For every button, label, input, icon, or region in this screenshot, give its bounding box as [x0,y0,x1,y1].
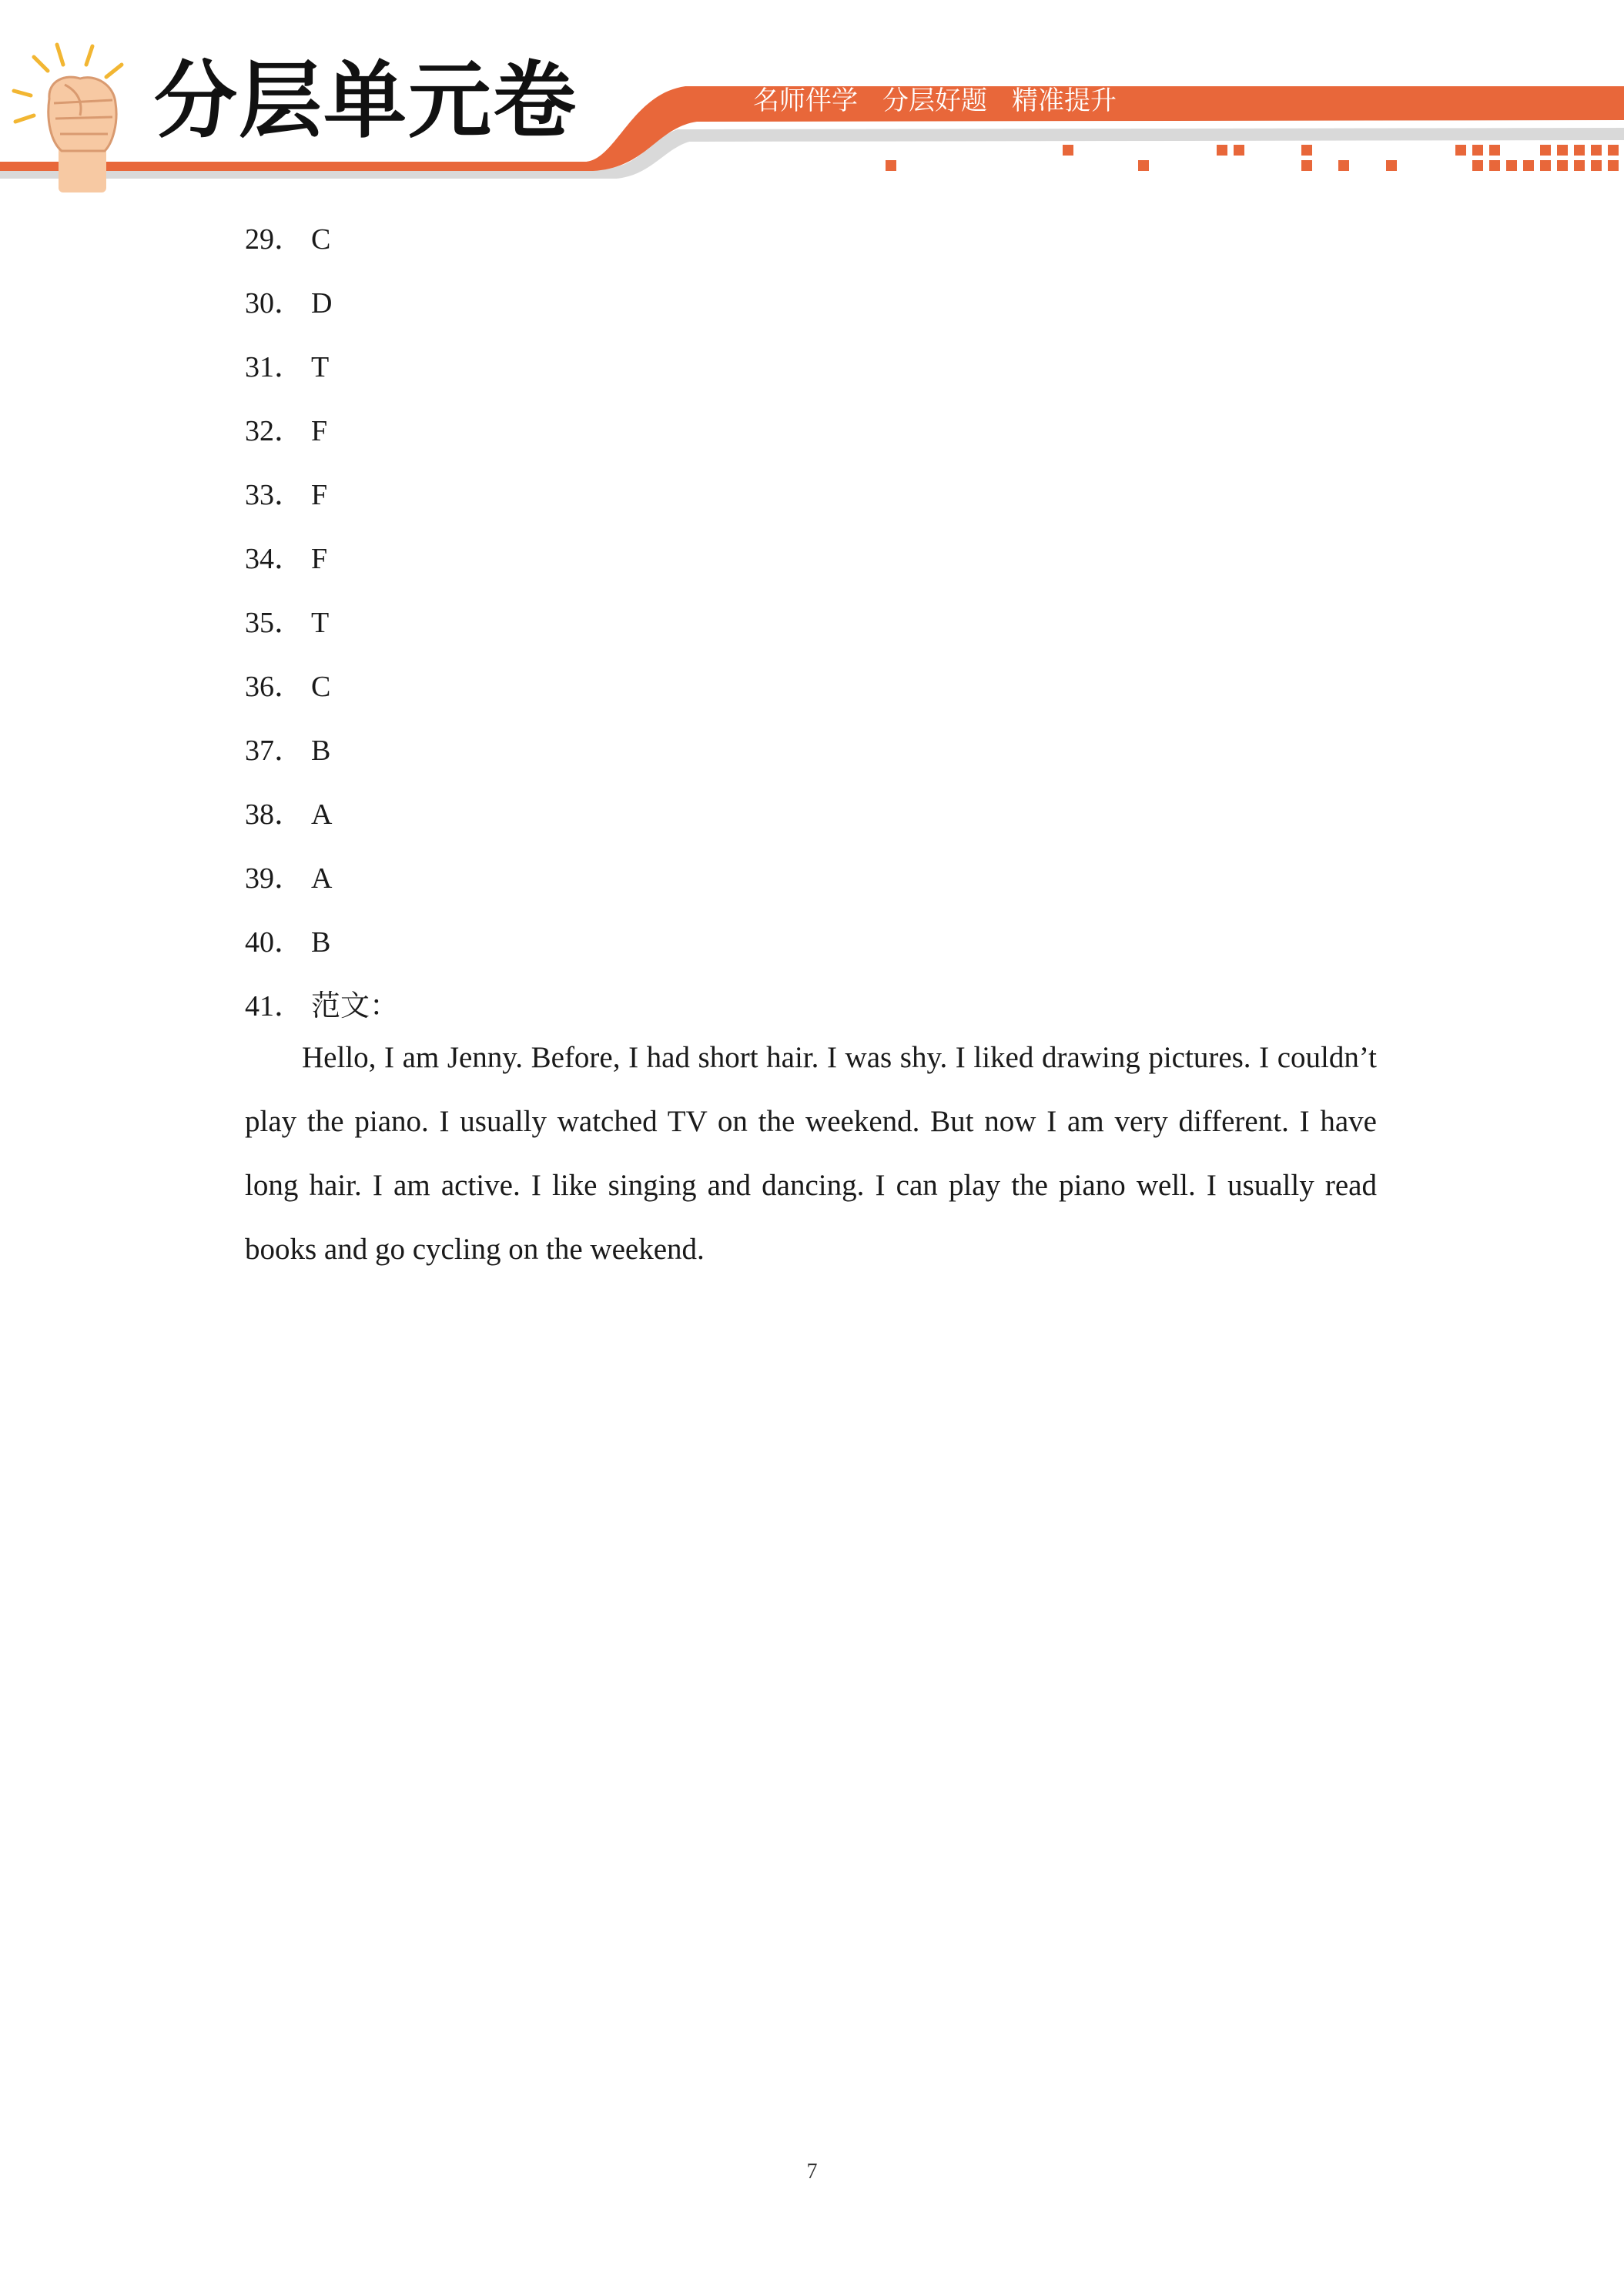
answer-item [245,655,399,719]
answer-item [245,783,399,847]
answer-value: C [311,671,331,703]
answer-value: B [311,735,331,767]
answer-number: 36． [245,671,304,703]
answer-value: C [311,223,331,256]
answer-number: 33． [245,479,304,511]
decorative-squares [886,145,1619,171]
answer-value: T [311,351,330,383]
answer-number: 34． [245,543,304,575]
answer-item [245,719,399,783]
answer-number: 39． [245,862,304,895]
answer-value: T [311,607,330,639]
answer-number: 30． [245,287,304,320]
answer-number: 40． [245,926,304,959]
answer-number: 38． [245,798,304,831]
answer-item [245,911,399,975]
answer-item [245,400,399,464]
answer-item [245,336,399,400]
answer-number: 35． [245,607,304,639]
answer-item [245,272,399,336]
answer-number: 31． [245,351,304,383]
answer-item [245,591,399,655]
answer-list [245,208,399,1039]
answer-number: 41． [245,990,304,1022]
model-essay: Hello, I am Jenny. Before, I had short hair. I was shy. I liked drawing pictures. I couldn’t play the piano. I usually watched TV on the weekend. But now I am very different. I have long hair. I am active. I like singing and dancing. I can play the piano well. I usually read books and go cycling on the weekend. [245,1041,1377,1266]
answer-value: D [311,287,333,320]
answer-value: B [311,926,331,959]
answer-value: F [311,543,328,575]
answer-value: F [311,479,328,511]
answer-item [245,527,399,591]
answer-number: 32． [245,415,304,447]
answer-value: 范文： [311,990,400,1022]
answer-value: A [311,862,333,895]
answer-item [245,464,399,527]
answer-number: 37． [245,735,304,767]
slogan-3: 精准提升 [1012,85,1117,116]
answer-value: A [311,798,333,831]
slogan-1: 名师伴学 [753,85,858,116]
slogan-2: 分层好题 [882,85,987,116]
answer-number: 29． [245,223,304,256]
answer-item [245,208,399,272]
page-header [0,0,1624,192]
page-number: 7 [806,2160,818,2184]
brand-title: 分层单元卷 [154,53,578,149]
header-slogan [753,85,1141,116]
answer-item [245,847,399,911]
answer-value: F [311,415,328,447]
